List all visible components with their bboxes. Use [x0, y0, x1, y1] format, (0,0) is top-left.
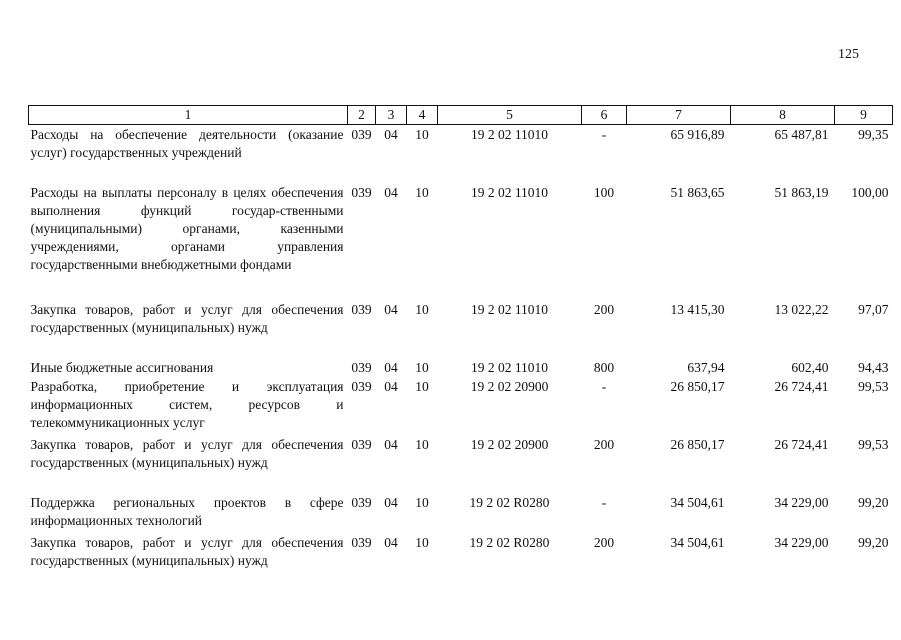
section-code: 04	[384, 378, 398, 394]
execution-percent: 99,35	[858, 127, 889, 142]
header-col-2: 2	[348, 106, 376, 125]
header-col-8: 8	[731, 106, 835, 125]
ministry-code: 039	[351, 184, 372, 200]
target-article: 19 2 02 R0280	[469, 494, 550, 510]
expense-name: Закупка товаров, работ и услуг для обеспечения государственных (муниципальных) нужд	[30, 436, 344, 470]
page-number: 125	[838, 47, 859, 62]
execution-percent: 99,20	[858, 494, 889, 510]
table-row	[29, 300, 893, 358]
execution-percent: 99,53	[858, 436, 889, 452]
table-row	[29, 533, 893, 573]
table-row	[29, 435, 893, 493]
subsection-code: 10	[415, 436, 429, 452]
target-article: 19 2 02 11010	[470, 359, 549, 375]
expense-type: 800	[593, 359, 615, 375]
actual-amount: 34 229,00	[774, 494, 829, 510]
expense-name: Расходы на выплаты персоналу в целях обеспечения выполнения функций государ-ственными (муниципальными) органами, казенными учреждениями, органами управления государственными внебюджетными фондами	[30, 184, 344, 272]
expense-name: Поддержка региональных проектов в сфере информационных технологий	[30, 494, 344, 528]
planned-amount: 65 916,89	[670, 127, 725, 142]
section-code: 04	[384, 301, 398, 317]
execution-percent: 97,07	[858, 301, 889, 317]
target-article: 19 2 02 11010	[470, 184, 549, 200]
execution-percent: 99,53	[858, 378, 889, 394]
expense-type: -	[601, 127, 607, 142]
table-row	[29, 358, 893, 377]
expense-type: 200	[593, 534, 615, 550]
section-code: 04	[384, 436, 398, 452]
table-row	[29, 493, 893, 533]
planned-amount: 13 415,30	[670, 301, 725, 317]
ministry-code: 039	[351, 359, 372, 375]
actual-amount: 602,40	[791, 359, 829, 375]
header-col-1: 1	[29, 106, 348, 125]
planned-amount: 26 850,17	[670, 436, 725, 452]
budget-table	[28, 105, 893, 573]
planned-amount: 637,94	[687, 359, 725, 375]
actual-amount: 65 487,81	[774, 127, 829, 142]
expense-type: 200	[593, 436, 615, 452]
header-col-7: 7	[627, 106, 731, 125]
planned-amount: 34 504,61	[670, 534, 725, 550]
execution-percent: 100,00	[851, 184, 889, 200]
actual-amount: 13 022,22	[774, 301, 829, 317]
subsection-code: 10	[415, 184, 429, 200]
target-article: 19 2 02 20900	[470, 378, 549, 394]
ministry-code: 039	[351, 301, 372, 317]
subsection-code: 10	[415, 494, 429, 510]
actual-amount: 26 724,41	[774, 436, 829, 452]
planned-amount: 51 863,65	[670, 184, 725, 200]
planned-amount: 34 504,61	[670, 494, 725, 510]
expense-name: Расходы на обеспечение деятельности (оказание услуг) государственных учреждений	[30, 127, 344, 160]
subsection-code: 10	[415, 127, 429, 142]
table-row	[29, 125, 893, 183]
header-col-4: 4	[407, 106, 438, 125]
section-code: 04	[384, 184, 398, 200]
target-article: 19 2 02 11010	[470, 127, 549, 142]
actual-amount: 51 863,19	[774, 184, 829, 200]
expense-name: Закупка товаров, работ и услуг для обеспечения государственных (муниципальных) нужд	[30, 534, 344, 568]
planned-amount: 26 850,17	[670, 378, 725, 394]
subsection-code: 10	[415, 378, 429, 394]
execution-percent: 94,43	[858, 359, 889, 375]
header-row	[29, 106, 893, 125]
ministry-code: 039	[351, 534, 372, 550]
expense-type: -	[601, 494, 607, 510]
subsection-code: 10	[415, 301, 429, 317]
ministry-code: 039	[351, 436, 372, 452]
subsection-code: 10	[415, 359, 429, 375]
header-col-3: 3	[376, 106, 407, 125]
expense-type: 200	[593, 301, 615, 317]
table-row	[29, 183, 893, 300]
execution-percent: 99,20	[858, 534, 889, 550]
section-code: 04	[384, 534, 398, 550]
header-col-9: 9	[835, 106, 893, 125]
table-row	[29, 377, 893, 435]
ministry-code: 039	[351, 378, 372, 394]
section-code: 04	[384, 359, 398, 375]
header-col-6: 6	[582, 106, 627, 125]
target-article: 19 2 02 11010	[470, 301, 549, 317]
expense-type: -	[601, 378, 607, 394]
subsection-code: 10	[415, 534, 429, 550]
target-article: 19 2 02 20900	[470, 436, 549, 452]
actual-amount: 34 229,00	[774, 534, 829, 550]
ministry-code: 039	[351, 127, 372, 142]
header-col-5: 5	[438, 106, 582, 125]
actual-amount: 26 724,41	[774, 378, 829, 394]
expense-name: Закупка товаров, работ и услуг для обеспечения государственных (муниципальных) нужд	[30, 301, 344, 335]
expense-name: Иные бюджетные ассигнования	[30, 359, 214, 375]
expense-name: Разработка, приобретение и эксплуатация информационных систем, ресурсов и телекоммуникационных услуг	[30, 378, 344, 430]
ministry-code: 039	[351, 494, 372, 510]
target-article: 19 2 02 R0280	[469, 534, 550, 550]
expense-type: 100	[593, 184, 615, 200]
section-code: 04	[384, 494, 398, 510]
section-code: 04	[384, 127, 398, 142]
